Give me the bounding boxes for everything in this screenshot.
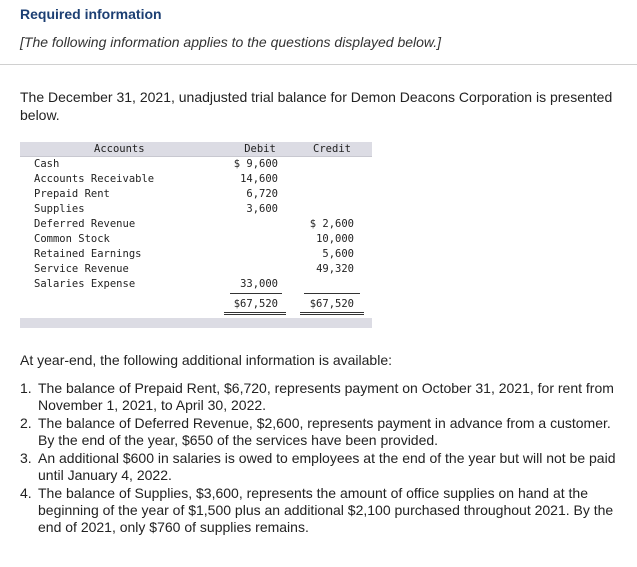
debit-value: 33,000: [240, 278, 278, 290]
additional-info-heading: At year-end, the following additional information is available:: [20, 352, 392, 368]
divider: [0, 64, 637, 65]
debit-value: $ 9,600: [233, 158, 278, 170]
debit-value: 6,720: [246, 188, 278, 200]
account-name: Salaries Expense: [34, 278, 136, 290]
account-name: Common Stock: [34, 233, 110, 245]
credit-value: 10,000: [316, 233, 354, 245]
account-name: Retained Earnings: [34, 248, 142, 260]
account-name: Service Revenue: [34, 263, 129, 275]
account-name: Prepaid Rent: [34, 188, 110, 200]
list-item-text: The balance of Deferred Revenue, $2,600, represents payment in advance from a customer. By the end of the year, $650 of the services have been provided.: [38, 415, 611, 448]
credit-total: $67,520: [309, 298, 354, 310]
credit-total-double-rule: [300, 312, 364, 315]
debit-subtotal-rule: [230, 293, 282, 294]
debit-value: 3,600: [246, 203, 278, 215]
additional-info-list: [20, 380, 620, 537]
trial-balance-table: [20, 142, 372, 328]
list-item-text: An additional $600 in salaries is owed to employees at the end of the year but will not be paid until January 4, 2022.: [38, 450, 616, 483]
section-note: [The following information applies to the questions displayed below.]: [20, 34, 442, 50]
debit-total-double-rule: [224, 312, 286, 315]
list-item-number: 1.: [20, 380, 32, 396]
credit-value: 49,320: [316, 263, 354, 275]
table-header-line: [20, 156, 372, 157]
list-item: [20, 415, 620, 449]
intro-paragraph: The December 31, 2021, unadjusted trial balance for Demon Deacons Corporation is presented below.: [20, 89, 613, 123]
credit-column-header: Credit: [313, 143, 351, 155]
account-name: Supplies: [34, 203, 85, 215]
debit-total: $67,520: [233, 298, 278, 310]
list-item-number: 3.: [20, 450, 32, 466]
table-footer-band: [20, 318, 372, 328]
list-item-number: 4.: [20, 485, 32, 501]
credit-value: 5,600: [322, 248, 354, 260]
list-item: [20, 380, 620, 414]
list-item-number: 2.: [20, 415, 32, 431]
credit-subtotal-rule: [304, 293, 360, 294]
section-title: Required information: [20, 6, 162, 22]
account-name: Accounts Receivable: [34, 173, 155, 185]
credit-value: $ 2,600: [309, 218, 354, 230]
list-item-text: The balance of Prepaid Rent, $6,720, represents payment on October 31, 2021, for rent from November 1, 2021, to April 30, 2022.: [38, 380, 614, 413]
list-item: [20, 485, 620, 536]
debit-value: 14,600: [240, 173, 278, 185]
list-item-text: The balance of Supplies, $3,600, represents the amount of office supplies on hand at the beginning of the year of $1,500 plus an additional $2,100 purchased throughout 2021. By the end of 2021, only $760 of supplies remains.: [38, 485, 614, 535]
debit-column-header: Debit: [244, 143, 276, 155]
list-item: [20, 450, 620, 484]
account-name: Cash: [34, 158, 60, 170]
accounts-column-header: Accounts: [94, 143, 145, 155]
account-name: Deferred Revenue: [34, 218, 136, 230]
